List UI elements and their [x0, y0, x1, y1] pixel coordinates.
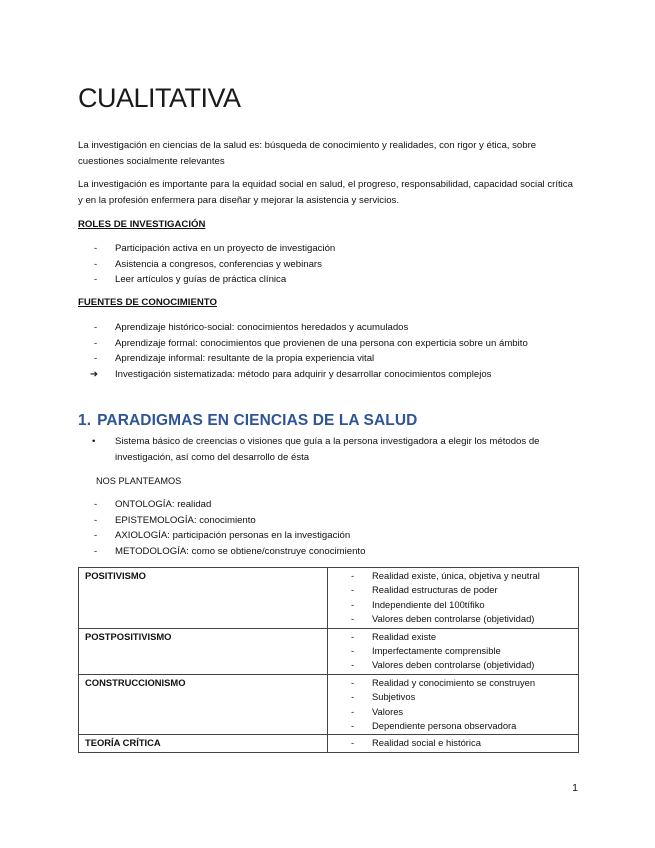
bullet-icon: • — [92, 436, 96, 447]
table-row — [79, 674, 579, 735]
arrow-right-icon: ➔ — [90, 368, 99, 380]
dash-marker: - — [94, 499, 98, 510]
table-row — [79, 568, 579, 629]
list-item: - Aprendizaje histórico-social: conocimientos heredados y acumulados — [78, 320, 578, 336]
paradigm-traits: - Realidad y conocimiento se construyen - Subjetivos - Valores - Dependiente persona observadora — [328, 674, 579, 735]
dash-marker: - — [94, 353, 98, 364]
roles-list — [78, 241, 578, 288]
intro-paragraph-1: La investigación en ciencias de la salud es: búsqueda de conocimiento y realidades, con rigor y ética, sobre cuestiones socialmente relevantes — [78, 140, 537, 167]
roles-heading: ROLES DE INVESTIGACIÓN — [78, 219, 206, 230]
list-item: - AXIOLOGÍA: participación personas en la investigación — [78, 528, 578, 544]
paradigm-name: CONSTRUCCIONISMO — [79, 674, 328, 735]
list-item: - Asistencia a congresos, conferencias y webinars — [78, 257, 578, 273]
page-title: CUALITATIVA — [78, 83, 241, 113]
paradigm-name: POSTPOSITIVISMO — [79, 628, 328, 674]
paradigm-definition — [78, 434, 578, 465]
dash-marker: - — [94, 545, 98, 557]
paradigm-traits: - Realidad social e histórica — [328, 735, 579, 752]
dash-marker: - — [94, 243, 98, 254]
dash-marker: - — [94, 274, 98, 285]
planteamos-list — [78, 497, 578, 559]
dash-marker: - — [94, 322, 98, 333]
list-item: - Aprendizaje informal: resultante de la propia experiencia vital — [78, 351, 578, 367]
list-item: - Aprendizaje formal: conocimientos que provienen de una persona con experticia sobre un ámbito — [78, 336, 578, 352]
list-item: - Leer artículos y guías de práctica clínica — [78, 272, 578, 288]
list-item: - Participación activa en un proyecto de investigación — [78, 241, 578, 257]
dash-marker: - — [94, 514, 98, 526]
table-row — [79, 628, 579, 674]
list-item: • Sistema básico de creencias o visiones que guía a la persona investigadora a elegir los métodos de investigación, así como del desarrollo de ésta — [92, 436, 540, 463]
paradigm-traits: - Realidad existe - Imperfectamente comprensible - Valores deben controlarse (objetividad) — [328, 628, 579, 674]
paradigm-traits: - Realidad existe, única, objetiva y neutral - Realidad estructuras de poder - Independiente del 100tífiko - Valores deben controlarse (objetividad) — [328, 568, 579, 629]
section-heading: 1. PARADIGMAS EN CIENCIAS DE LA SALUD — [78, 412, 418, 429]
dash-marker: - — [94, 337, 98, 349]
list-item: - EPISTEMOLOGÍA: conocimiento — [78, 513, 578, 529]
nos-planteamos-label: NOS PLANTEAMOS — [96, 476, 182, 486]
fuentes-heading: FUENTES DE CONOCIMIENTO — [78, 297, 217, 308]
dash-marker: - — [94, 530, 98, 541]
paradigm-name: TEORÍA CRÍTICA — [79, 735, 328, 752]
dash-marker: - — [94, 258, 98, 270]
table-row — [79, 735, 579, 752]
page-number: 1 — [572, 782, 578, 794]
intro-paragraph-2: La investigación es importante para la equidad social en salud, el progreso, responsabilidad, capacidad social crítica y en la profesión enfermera para diseñar y mejorar la asistencia y servicios. — [78, 179, 573, 206]
fuentes-list — [78, 320, 578, 382]
paradigms-table — [78, 567, 579, 753]
paradigm-name: POSITIVISMO — [79, 568, 328, 629]
list-item: ➔ Investigación sistematizada: método para adquirir y desarrollar conocimientos complejos — [78, 367, 578, 383]
list-item: - ONTOLOGÍA: realidad — [78, 497, 578, 513]
list-item: - METODOLOGÍA: como se obtiene/construye conocimiento — [78, 544, 578, 560]
